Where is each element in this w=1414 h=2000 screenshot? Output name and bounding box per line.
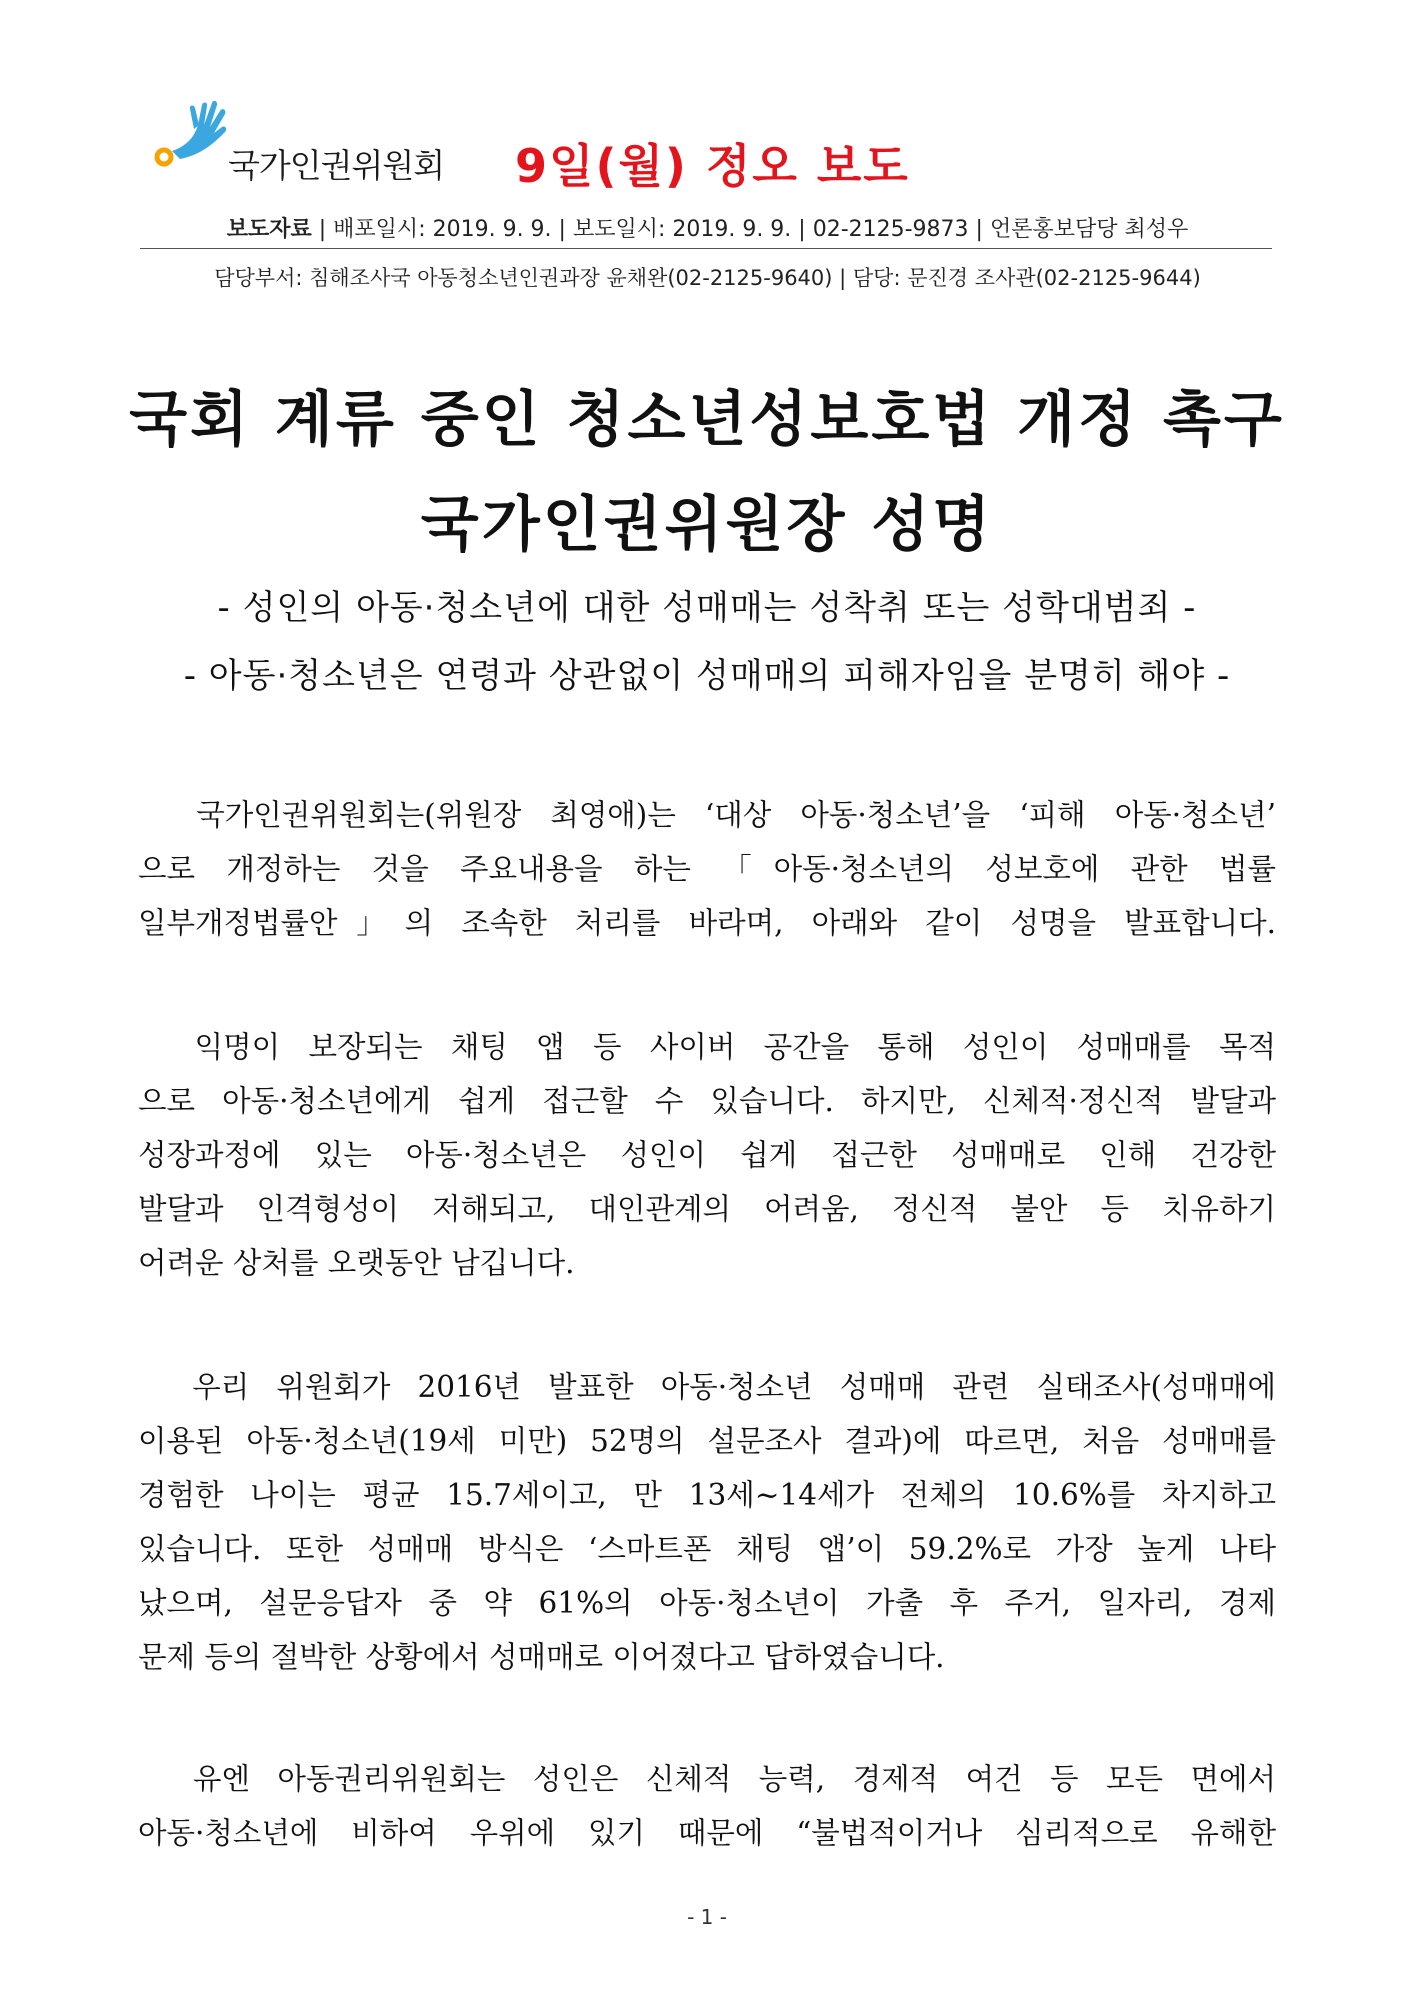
nhrck-logo: [150, 95, 445, 190]
text-line: 국가인권위원회는(위원장 최영애)는 ‘대상 아동·청소년’을 ‘피해 아동·청소년’: [138, 798, 1276, 832]
text-line: 어려운 상처를 오랫동안 남깁니다.: [138, 1246, 575, 1280]
subheadline-2: - 아동·청소년은 연령과 상관없이 성매매의 피해자임을 분명히 해야 -: [183, 656, 1231, 696]
paragraph-1: [138, 788, 1276, 950]
text-line: 우리 위원회가 2016년 발표한 아동·청소년 성매매 관련 실태조사(성매매에: [138, 1370, 1276, 1404]
page-number: - 1 -: [687, 1905, 727, 1929]
logo-circle: [157, 150, 171, 164]
headline-line-1: 국회 계류 중인 청소년성보호법 개정 촉구: [129, 385, 1285, 455]
text-line: 이용된 아동·청소년(19세 미만) 52명의 설문조사 결과)에 따르면, 처음 성매매를: [138, 1424, 1276, 1458]
text-line: 으로 아동·청소년에게 쉽게 접근할 수 있습니다. 하지만, 신체적·정신적 발달과: [138, 1084, 1276, 1118]
text-line: 문제 등의 절박한 상황에서 성매매로 이어졌다고 답하였습니다.: [138, 1640, 945, 1674]
text-line: 아동·청소년에 비하여 우위에 있기 때문에 “불법적이거나 심리적으로 유해한: [138, 1816, 1276, 1850]
release-meta: [150, 212, 1265, 243]
meta-details: | 배포일시: 2019. 9. 9. | 보도일시: 2019. 9. 9. | 02-2125-9873 | 언론홍보담당 최성우: [311, 217, 1189, 242]
text-line: 으로 개정하는 것을 주요내용을 하는 「아동·청소년의 성보호에 관한 법률: [138, 852, 1276, 886]
text-line: 발달과 인격형성이 저해되고, 대인관계의 어려움, 정신적 불안 등 치유하기: [138, 1192, 1276, 1226]
text-line: 있습니다. 또한 성매매 방식은 ‘스마트폰 채팅 앱’이 59.2%로 가장 높게 나타: [138, 1532, 1276, 1566]
text-line: 경험한 나이는 평균 15.7세이고, 만 13세~14세가 전체의 10.6%를 차지하고: [138, 1478, 1276, 1512]
department-contact: 담당부서: 침해조사국 아동청소년인권과장 윤채완(02-2125-9640) | 담당: 문진경 조사관(02-2125-9644): [214, 266, 1201, 290]
paragraph-4: [138, 1752, 1276, 1860]
meta-label: 보도자료: [226, 217, 312, 242]
text-line: 일부개정법률안」의 조속한 처리를 바라며, 아래와 같이 성명을 발표합니다.: [138, 906, 1276, 940]
release-time: 9일(월) 정오 보도: [515, 139, 910, 193]
text-line: 났으며, 설문응답자 중 약 61%의 아동·청소년이 가출 후 주거, 일자리, 경제: [138, 1586, 1276, 1620]
text-line: 유엔 아동권리위원회는 성인은 신체적 능력, 경제적 여건 등 모든 면에서: [138, 1762, 1276, 1796]
hand-icon: [150, 95, 230, 175]
paragraph-2: [138, 1020, 1276, 1290]
paragraph-3: [138, 1360, 1276, 1684]
org-name: 국가인권위원회: [228, 146, 445, 185]
text-line: 성장과정에 있는 아동·청소년은 성인이 쉽게 접근한 성매매로 인해 건강한: [138, 1138, 1276, 1172]
logo-hand: [172, 101, 226, 159]
headline-line-2: 국가인권위원장 성명: [420, 490, 994, 560]
subheadline-1: - 성인의 아동·청소년에 대한 성매매는 성착취 또는 성학대범죄 -: [217, 588, 1197, 628]
text-line: 익명이 보장되는 채팅 앱 등 사이버 공간을 통해 성인이 성매매를 목적: [138, 1030, 1276, 1064]
header-divider: [140, 248, 1272, 249]
